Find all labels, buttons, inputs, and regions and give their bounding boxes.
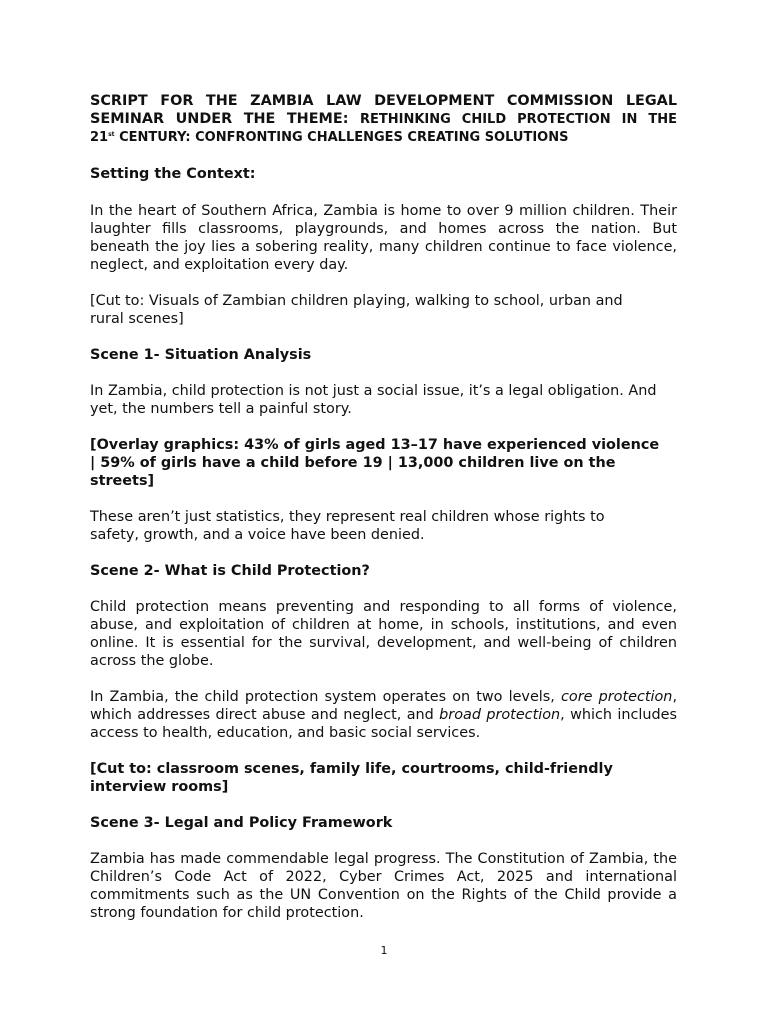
scene-2-levels-mid: , which addresses direct abuse and neglect, and [90, 689, 678, 723]
scene-2-levels-tail: , which includes access to health, education, and basic social services. [90, 707, 678, 741]
scene-1-paragraph-2: These aren’t just statistics, they represent real children whose rights to safety, growth, and a voice have been denied. [90, 509, 605, 543]
broad-protection-term: broad protection [439, 707, 561, 723]
scene-1-heading: Scene 1- Situation Analysis [90, 347, 312, 363]
setting-context-cut-note: [Cut to: Visuals of Zambian children playing, walking to school, urban and rural scenes] [90, 293, 623, 327]
setting-context-heading: Setting the Context: [90, 166, 256, 182]
scene-2-levels-lead: In Zambia, the child protection system operates on two levels, [90, 689, 555, 705]
title-line-2-lead: SEMINAR UNDER THE THEME: [90, 111, 349, 127]
scene-3-heading: Scene 3- Legal and Policy Framework [90, 815, 393, 831]
scene-1-paragraph: In Zambia, child protection is not just a social issue, it’s a legal obligation. And yet, the numbers tell a painful story. [90, 383, 657, 417]
title-line-3 [90, 129, 677, 147]
scene-1-overlay-note: [Overlay graphics: 43% of girls aged 13–17 have experienced violence | 59% of girls have a child before 19 | 13,000 children live on the streets] [90, 437, 660, 489]
title-line-3-number: 21 [90, 130, 109, 145]
document-body [90, 92, 677, 922]
title-line-2 [90, 110, 677, 129]
title-line-2-theme: RETHINKING CHILD PROTECTION IN THE [359, 112, 677, 127]
scene-2-paragraph: Child protection means preventing and responding to all forms of violence, abuse, and exploitation of children at home, in schools, institutions, and even online. It is essential for the survival, development, and well-being of children across the globe. [90, 599, 677, 669]
scene-3-paragraph: Zambia has made commendable legal progress. The Constitution of Zambia, the Children’s Code Act of 2022, Cyber Crimes Act, 2025 and international commitments such as the UN Convention on the Rights of the Child provide a strong foundation for child protection. [90, 851, 677, 921]
scene-2-paragraph-2 [90, 688, 677, 742]
title-line-3-ordinal: st [108, 131, 115, 138]
scene-2-cut-note: [Cut to: classroom scenes, family life, courtrooms, child-friendly interview rooms] [90, 761, 613, 795]
setting-context-paragraph: In the heart of Southern Africa, Zambia is home to over 9 million children. Their laughter fills classrooms, playgrounds, and homes across the nation. But beneath the joy lies a sobering reality, many children continue to face violence, neglect, and exploitation every day. [90, 203, 677, 273]
core-protection-term: core protection [561, 689, 673, 705]
scene-2-heading: Scene 2- What is Child Protection? [90, 563, 370, 579]
title-line-3-text: CENTURY: CONFRONTING CHALLENGES CREATING SOLUTIONS [114, 130, 569, 145]
page-number: 1 [380, 944, 388, 957]
title-line-1: SCRIPT FOR THE ZAMBIA LAW DEVELOPMENT COMMISSION LEGAL [90, 93, 677, 109]
